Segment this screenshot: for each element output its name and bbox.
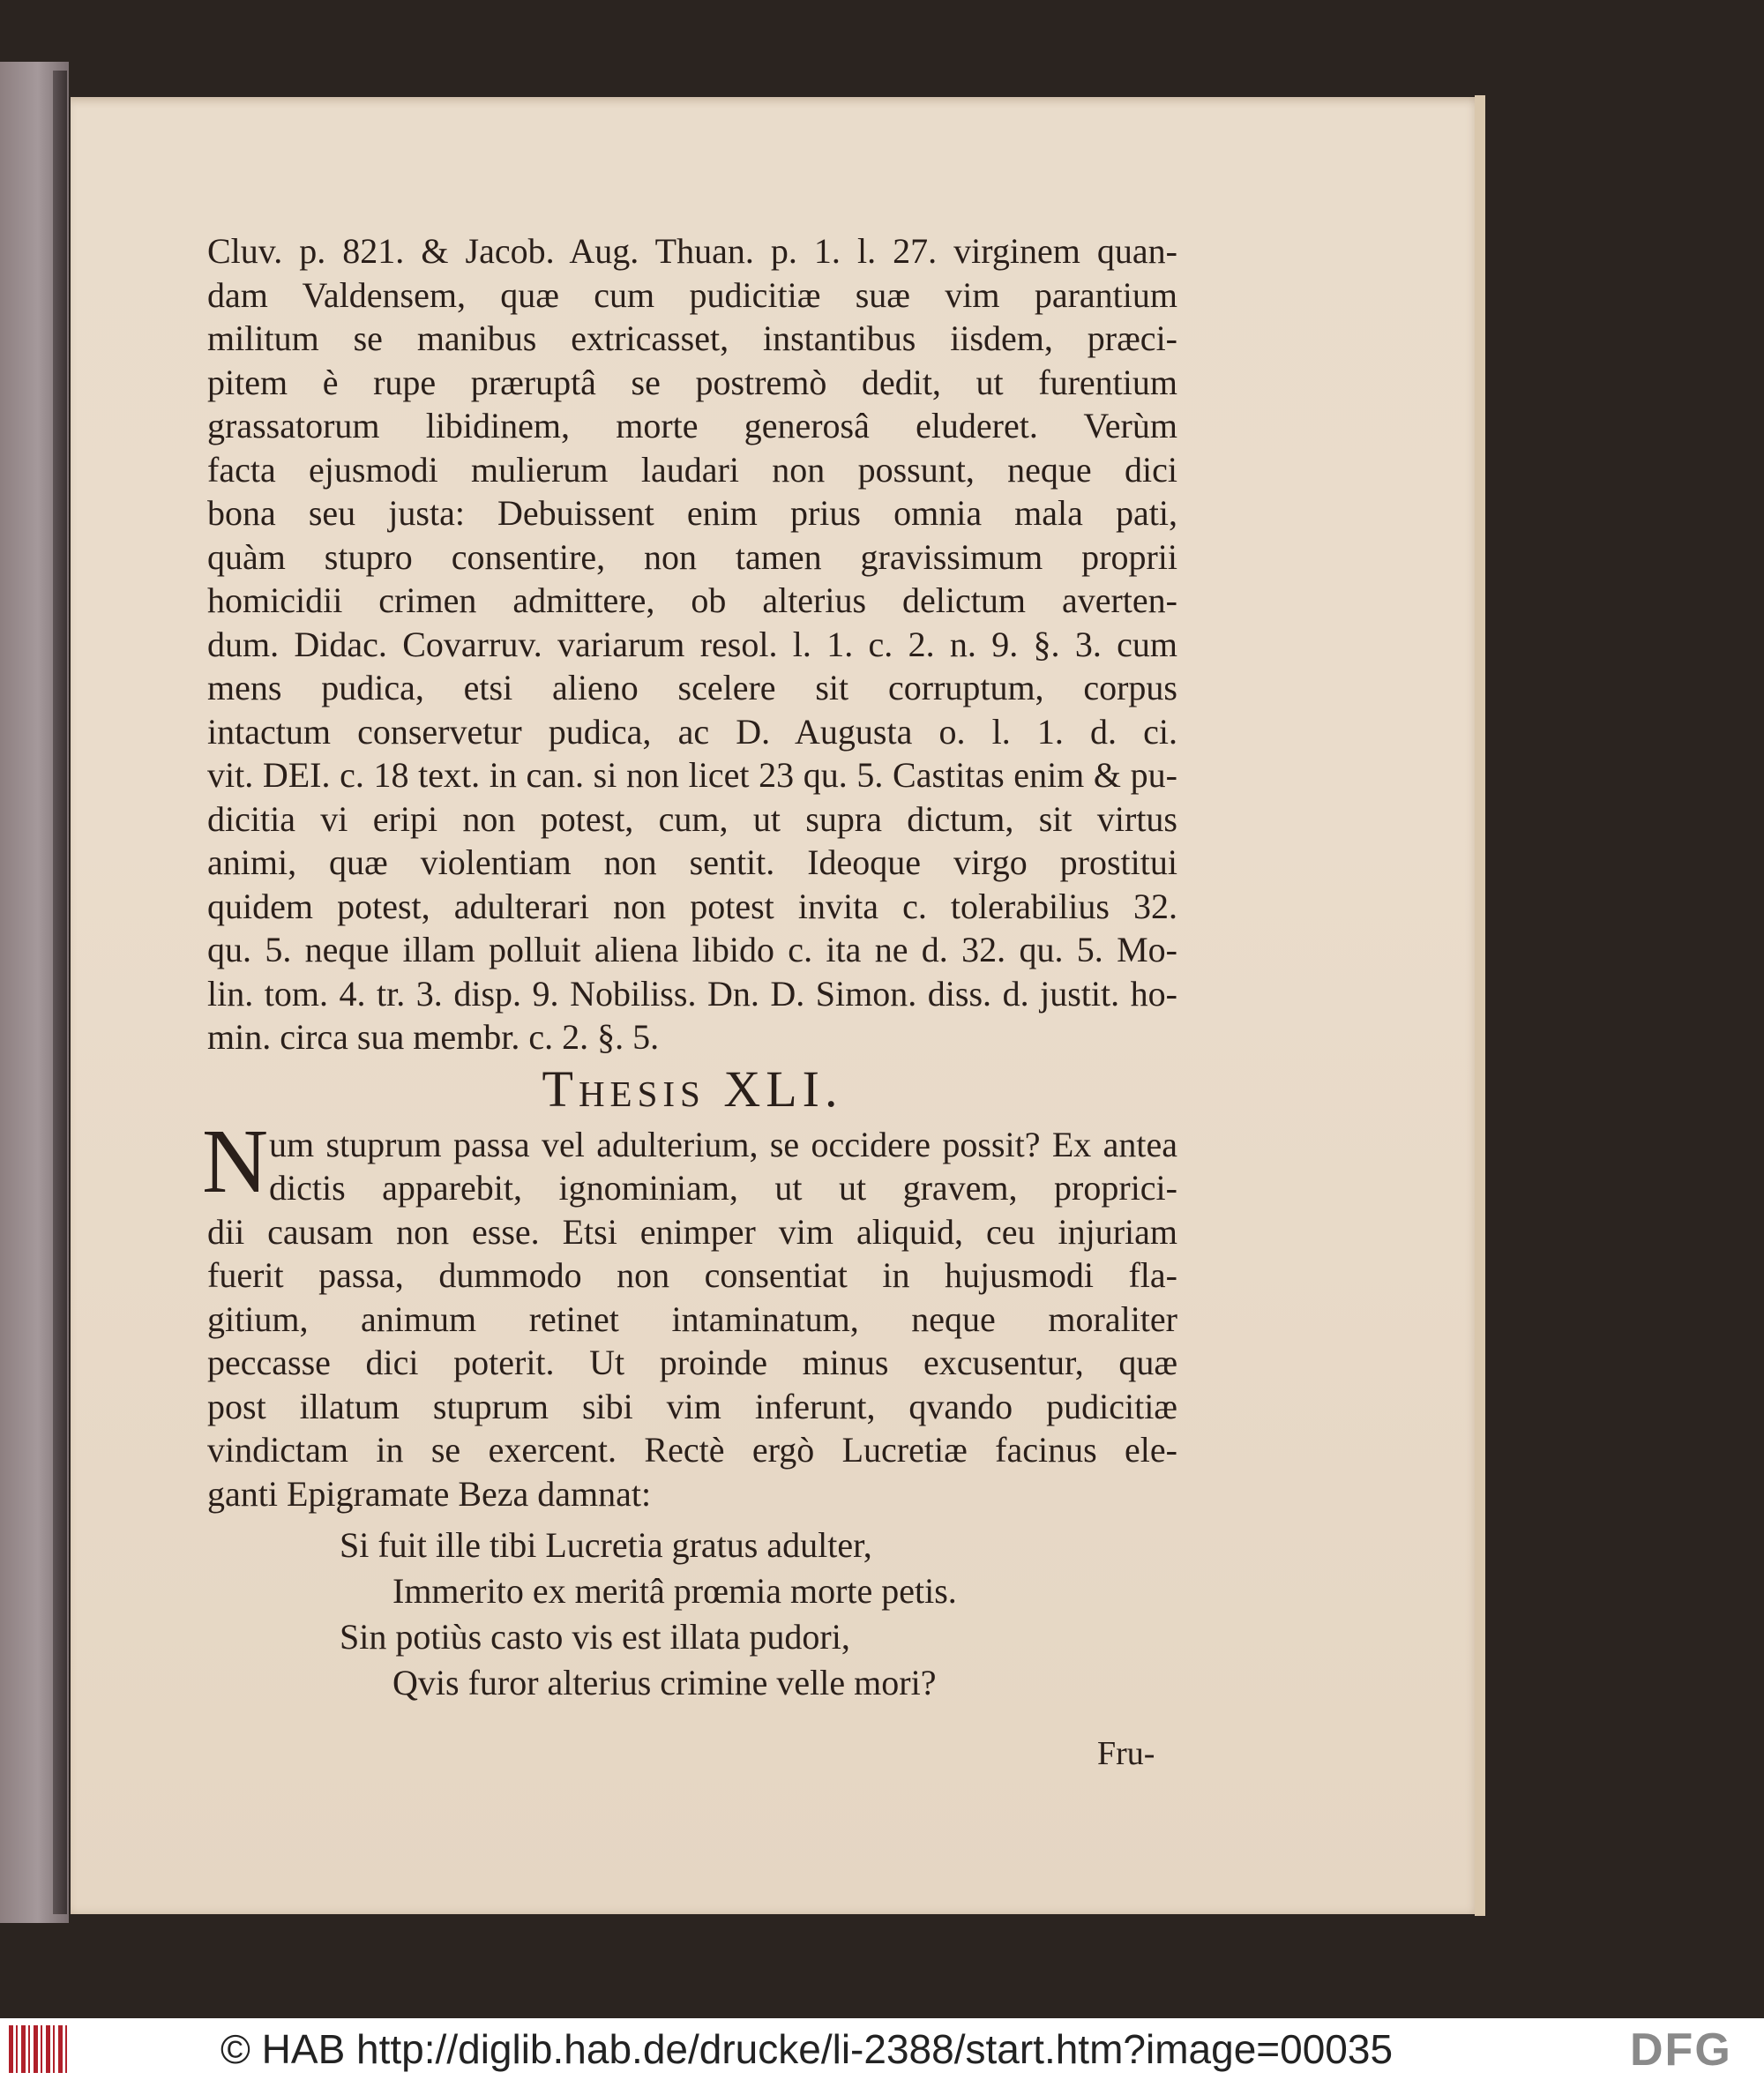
text-line: dii causam non esse. Etsi enimper vim aliquid, ceu injuriam	[207, 1211, 1177, 1252]
text-line: quidem potest, adulterari non potest invita c. tolerabilius 32.	[207, 886, 1177, 926]
text-line: grassatorum libidinem, morte generosâ eluderet. Verùm	[207, 406, 1177, 445]
paragraph-2	[202, 1110, 1177, 1516]
text-line: dum. Didac. Covarruv. variarum resol. l. 1. c. 2. n. 9. §. 3. cum	[207, 624, 1177, 664]
text-line: post illatum stuprum sibi vim inferunt, qvando pudicitiæ	[207, 1386, 1177, 1426]
verse-line: Qvis furor alterius crimine velle mori?	[392, 1663, 937, 1702]
text-line: quàm stupro consentire, non tamen gravissimum proprii	[207, 536, 1177, 577]
epigram-verse	[207, 1523, 1177, 1706]
verse-line: Sin potiùs casto vis est illata pudori,	[340, 1617, 850, 1657]
text-line: Cluv. p. 821. & Jacob. Aug. Thuan. p. 1. l. 27. virginem quan-	[207, 231, 1177, 271]
text-line: dam Valdensem, quæ cum pudicitiæ suæ vim parantium	[207, 274, 1177, 315]
text-line: intactum conservetur pudica, ac D. Augusta o. l. 1. d. ci.	[207, 711, 1177, 752]
text-line: dictis apparebit, ignominiam, ut ut gravem, proprici-	[269, 1168, 1177, 1208]
drop-cap: N	[202, 1110, 269, 1212]
text-line: animi, quæ violentiam non sentit. Ideoque virgo prostitui	[207, 842, 1177, 882]
verse-line: Immerito ex meritâ prœmia morte petis.	[392, 1571, 957, 1611]
text-line: ganti Epigramate Beza damnat:	[207, 1473, 652, 1514]
verse-line: Si fuit ille tibi Lucretia gratus adulter,	[340, 1525, 872, 1565]
text-line: lin. tom. 4. tr. 3. disp. 9. Nobiliss. Dn. D. Simon. diss. d. justit. ho-	[207, 973, 1177, 1014]
text-line: um stuprum passa vel adulterium, se occidere possit? Ex antea	[269, 1124, 1177, 1164]
text-line: fuerit passa, dummodo non consentiat in hujusmodi fla-	[207, 1255, 1177, 1295]
text-line: dicitia vi eripi non potest, cum, ut supra dictum, sit virtus	[207, 798, 1177, 839]
text-line: pitem è rupe præruptâ se postremò dedit, ut furentium	[207, 362, 1177, 402]
text-line: qu. 5. neque illam polluit aliena libido c. ita ne d. 32. qu. 5. Mo-	[207, 930, 1177, 969]
text-line: militum se manibus extricasset, instantibus iisdem, præci-	[207, 318, 1177, 358]
thesis-heading: Thesis XLI.	[542, 1059, 843, 1118]
text-line: mens pudica, etsi alieno scelere sit corruptum, corpus	[207, 668, 1177, 707]
page-text	[202, 229, 1177, 1706]
text-line: bona seu justa: Debuissent enim prius omnia mala pati,	[207, 493, 1177, 533]
text-line: peccasse dici poterit. Ut proinde minus excusentur, quæ	[207, 1343, 1177, 1382]
dfg-logo: DFG	[1630, 2024, 1732, 2076]
catchword: Fru-	[1097, 1735, 1155, 1772]
hab-barcode-logo	[9, 2025, 71, 2073]
book-gutter	[53, 71, 67, 1914]
text-line: homicidii crimen admittere, ob alterius delictum averten-	[207, 580, 1177, 620]
text-line: facta ejusmodi mulierum laudari non possunt, neque dici	[207, 449, 1177, 490]
text-line: gitium, animum retinet intaminatum, neque moraliter	[207, 1298, 1177, 1339]
text-line: vindictam in se exercent. Rectè ergò Lucretiæ facinus ele-	[207, 1430, 1177, 1470]
footer-bar	[0, 2018, 1764, 2080]
footer-url[interactable]: © HAB http://diglib.hab.de/drucke/li-2388/start.htm?image=00035	[220, 2026, 1394, 2072]
paragraph-1	[207, 229, 1177, 1059]
page-edge	[1475, 95, 1485, 1916]
text-line: min. circa sua membr. c. 2. §. 5.	[207, 1017, 660, 1057]
text-line: vit. DEI. c. 18 text. in can. si non licet 23 qu. 5. Castitas enim & pu-	[207, 755, 1177, 795]
